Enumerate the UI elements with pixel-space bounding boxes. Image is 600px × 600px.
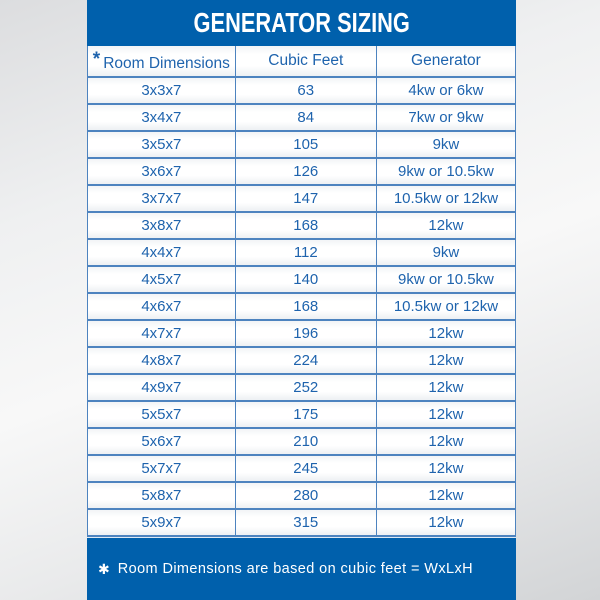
- cell-generator: 9kw or 10.5kw: [376, 266, 515, 293]
- generator-sizing-table: [87, 46, 516, 537]
- cell-cubic-feet: 315: [235, 509, 376, 536]
- cell-room-dimensions: 3x7x7: [88, 185, 236, 212]
- table-row: [88, 347, 516, 374]
- table-row: [88, 401, 516, 428]
- cell-room-dimensions: 5x8x7: [88, 482, 236, 509]
- cell-cubic-feet: 280: [235, 482, 376, 509]
- cell-generator: 12kw: [376, 374, 515, 401]
- cell-cubic-feet: 112: [235, 239, 376, 266]
- column-header-generator: Generator: [376, 46, 515, 77]
- cell-generator: 12kw: [376, 428, 515, 455]
- table-row: [88, 509, 516, 536]
- cell-cubic-feet: 105: [235, 131, 376, 158]
- cell-room-dimensions: 5x6x7: [88, 428, 236, 455]
- table-row: [88, 374, 516, 401]
- cell-cubic-feet: 252: [235, 374, 376, 401]
- cell-cubic-feet: 147: [235, 185, 376, 212]
- asterisk-marker: *: [92, 49, 101, 70]
- cell-cubic-feet: 63: [235, 77, 376, 104]
- table-row: [88, 320, 516, 347]
- asterisk-icon: ✱: [98, 560, 110, 577]
- table-row: [88, 77, 516, 104]
- cell-room-dimensions: 4x6x7: [88, 293, 236, 320]
- table-row: [88, 266, 516, 293]
- cell-generator: 9kw: [376, 131, 515, 158]
- footnote-bar: [87, 537, 516, 600]
- cell-room-dimensions: 3x8x7: [88, 212, 236, 239]
- cell-generator: 4kw or 6kw: [376, 77, 515, 104]
- footnote-text: Room Dimensions are based on cubic feet = WxLxH: [117, 561, 474, 577]
- title-bar: [87, 0, 516, 46]
- cell-generator: 12kw: [376, 401, 515, 428]
- table-row: [88, 131, 516, 158]
- cell-room-dimensions: 5x5x7: [88, 401, 236, 428]
- table-header-row: [88, 46, 516, 77]
- cell-generator: 10.5kw or 12kw: [376, 185, 515, 212]
- table-row: [88, 428, 516, 455]
- cell-generator: 7kw or 9kw: [376, 104, 515, 131]
- cell-room-dimensions: 3x4x7: [88, 104, 236, 131]
- table-row: [88, 482, 516, 509]
- cell-cubic-feet: 210: [235, 428, 376, 455]
- column-header-room-dimensions: [88, 46, 236, 77]
- cell-cubic-feet: 224: [235, 347, 376, 374]
- cell-room-dimensions: 3x3x7: [88, 77, 236, 104]
- cell-room-dimensions: 4x7x7: [88, 320, 236, 347]
- page-title: GENERATOR SIZING: [193, 7, 410, 38]
- cell-room-dimensions: 4x5x7: [88, 266, 236, 293]
- cell-room-dimensions: 4x4x7: [88, 239, 236, 266]
- cell-room-dimensions: 4x8x7: [88, 347, 236, 374]
- cell-cubic-feet: 168: [235, 212, 376, 239]
- cell-generator: 12kw: [376, 212, 515, 239]
- table-row: [88, 293, 516, 320]
- cell-cubic-feet: 245: [235, 455, 376, 482]
- cell-room-dimensions: 4x9x7: [88, 374, 236, 401]
- cell-generator: 12kw: [376, 455, 515, 482]
- cell-room-dimensions: 5x9x7: [88, 509, 236, 536]
- column-header-label: Room Dimensions: [103, 55, 230, 72]
- cell-cubic-feet: 168: [235, 293, 376, 320]
- cell-generator: 12kw: [376, 509, 515, 536]
- cell-generator: 12kw: [376, 347, 515, 374]
- table-row: [88, 158, 516, 185]
- cell-cubic-feet: 126: [235, 158, 376, 185]
- cell-room-dimensions: 5x7x7: [88, 455, 236, 482]
- cell-room-dimensions: 3x6x7: [88, 158, 236, 185]
- table-row: [88, 455, 516, 482]
- cell-generator: 9kw: [376, 239, 515, 266]
- cell-generator: 12kw: [376, 482, 515, 509]
- cell-generator: 9kw or 10.5kw: [376, 158, 515, 185]
- cell-generator: 12kw: [376, 320, 515, 347]
- generator-sizing-panel: [87, 0, 516, 600]
- table-row: [88, 185, 516, 212]
- cell-cubic-feet: 84: [235, 104, 376, 131]
- cell-room-dimensions: 3x5x7: [88, 131, 236, 158]
- table-row: [88, 104, 516, 131]
- cell-cubic-feet: 196: [235, 320, 376, 347]
- cell-generator: 10.5kw or 12kw: [376, 293, 515, 320]
- column-header-cubic-feet: Cubic Feet: [235, 46, 376, 77]
- cell-cubic-feet: 140: [235, 266, 376, 293]
- cell-cubic-feet: 175: [235, 401, 376, 428]
- table-row: [88, 212, 516, 239]
- table-row: [88, 239, 516, 266]
